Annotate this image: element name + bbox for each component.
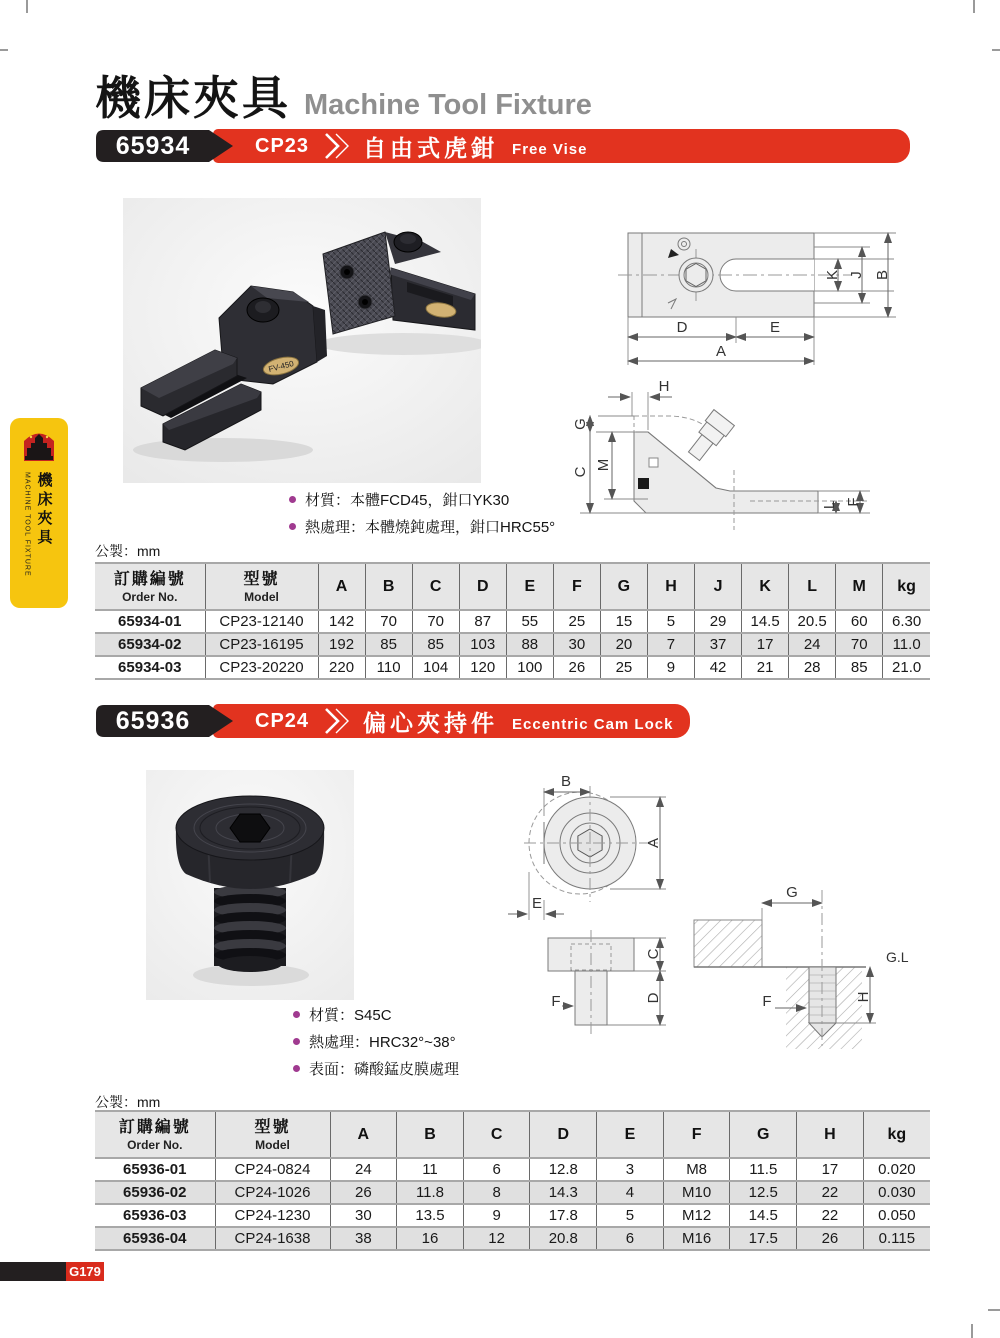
dim-value-cell: 8: [463, 1181, 530, 1204]
dim-value-cell: 16: [397, 1227, 464, 1250]
dim-value-cell: 25: [553, 610, 600, 633]
bullet-icon: [293, 1065, 300, 1072]
crop-mark: [992, 49, 1000, 51]
crop-mark: [971, 1324, 973, 1338]
dim-value-cell: 28: [789, 656, 836, 679]
dim-header: kg: [883, 563, 930, 610]
note-line: [289, 513, 555, 540]
dim-value-cell: 13.5: [397, 1204, 464, 1227]
page-title-en: Machine Tool Fixture: [304, 89, 592, 121]
dim-value-cell: M12: [663, 1204, 730, 1227]
order-no-header-en: Order No.: [122, 589, 178, 604]
dim-value-cell: 38: [330, 1227, 397, 1250]
dim-value-cell: 25: [600, 656, 647, 679]
dim-header: A: [318, 563, 365, 610]
dim-value-cell: 0.050: [863, 1204, 930, 1227]
dim-header: M: [836, 563, 883, 610]
dim-value-cell: 14.5: [742, 610, 789, 633]
note-line: [293, 1028, 459, 1055]
dim-header: C: [412, 563, 459, 610]
order-code: 65934: [115, 132, 191, 160]
table-row: [95, 610, 930, 633]
dim-value-cell: 87: [459, 610, 506, 633]
dim-value-cell: 17: [797, 1158, 864, 1181]
dim-label: A: [715, 343, 727, 360]
dim-label: C: [645, 948, 662, 960]
dim-value-cell: 20: [600, 633, 647, 656]
dim-label: B: [560, 773, 572, 790]
cam-top-front-view-drawing: [498, 750, 703, 1055]
dim-header: A: [330, 1111, 397, 1158]
section-banner-65936: [95, 704, 690, 738]
dim-header: kg: [863, 1111, 930, 1158]
chapter-side-tab: [10, 418, 68, 608]
dim-header: L: [789, 563, 836, 610]
page-title-zh: 機床夾具: [95, 72, 291, 124]
dim-value-cell: 100: [506, 656, 553, 679]
spec-table-65934: [95, 562, 930, 680]
dim-value-cell: 12.5: [730, 1181, 797, 1204]
dim-value-cell: 220: [318, 656, 365, 679]
dim-header: B: [397, 1111, 464, 1158]
dim-header: F: [663, 1111, 730, 1158]
section-title-en: Free Vise: [512, 141, 588, 158]
dim-value-cell: 15: [600, 610, 647, 633]
bullet-icon: [289, 523, 296, 530]
note-line: [289, 486, 555, 513]
model-cell: CP24-1026: [215, 1181, 330, 1204]
vise-photo: [123, 198, 481, 483]
section-title-zh: 自由式虎鉗: [363, 134, 499, 161]
order-no-cell: 65934-03: [118, 659, 182, 676]
dim-label: F: [845, 497, 862, 507]
dim-label: F: [551, 993, 561, 1010]
bullet-icon: [293, 1038, 300, 1045]
dim-value-cell: 29: [695, 610, 742, 633]
model-header-en: Model: [255, 1137, 290, 1152]
dim-value-cell: 120: [459, 656, 506, 679]
unit-label: 公製：mm: [95, 543, 161, 559]
dim-value-cell: 11.8: [397, 1181, 464, 1204]
dim-value-cell: 55: [506, 610, 553, 633]
dim-header: G: [730, 1111, 797, 1158]
model-header: [205, 563, 318, 610]
order-no-header: [95, 563, 205, 610]
dim-value-cell: 42: [695, 656, 742, 679]
dim-value-cell: 5: [597, 1204, 664, 1227]
dim-value-cell: 17: [742, 633, 789, 656]
page-title: [95, 62, 592, 128]
dim-label: J: [848, 271, 865, 279]
dim-label: A: [645, 837, 662, 849]
dim-value-cell: 12: [463, 1227, 530, 1250]
unit-label: 公製：mm: [95, 1094, 161, 1110]
note-line: [293, 1001, 459, 1028]
table-row: [95, 1227, 930, 1250]
dim-header: F: [553, 563, 600, 610]
table-row: [95, 1204, 930, 1227]
dim-value-cell: 30: [553, 633, 600, 656]
dim-value-cell: 20.5: [789, 610, 836, 633]
dim-value-cell: 110: [365, 656, 412, 679]
note-text: 材質：S45C: [309, 1007, 392, 1024]
table-row: [95, 656, 930, 679]
table-header-row: [95, 563, 930, 610]
dim-label: K: [824, 269, 841, 281]
dim-value-cell: 85: [365, 633, 412, 656]
dim-value-cell: 0.115: [863, 1227, 930, 1250]
model-header-zh: 型號: [243, 570, 280, 588]
dim-value-cell: 24: [330, 1158, 397, 1181]
chapter-tab-icon: [19, 425, 59, 467]
table-header-row: [95, 1111, 930, 1158]
dim-value-cell: 6.30: [883, 610, 930, 633]
dim-value-cell: 4: [597, 1181, 664, 1204]
dim-label: G: [572, 418, 589, 430]
dim-value-cell: 60: [836, 610, 883, 633]
model-cell: CP24-0824: [215, 1158, 330, 1181]
dim-value-cell: 6: [597, 1227, 664, 1250]
page-number-badge: G179: [66, 1262, 104, 1281]
dim-header: E: [597, 1111, 664, 1158]
dim-value-cell: 5: [647, 610, 694, 633]
order-no-cell: 65934-01: [118, 613, 182, 630]
side-tab-label-en: MACHINE TOOL FIXTURE: [23, 472, 31, 577]
dim-header: H: [797, 1111, 864, 1158]
note-text: 熱處理：HRC32°~38°: [309, 1034, 456, 1051]
chevron-divider-icon: [323, 706, 349, 736]
model-cell: CP23-12140: [205, 610, 318, 633]
dim-label: D: [676, 319, 688, 336]
dim-label: E: [769, 319, 781, 336]
dim-label: F: [762, 993, 772, 1010]
dim-value-cell: 70: [412, 610, 459, 633]
series-code: CP23: [255, 134, 310, 157]
dim-label: L: [821, 500, 838, 510]
crop-mark: [988, 1309, 1000, 1311]
table-row: [95, 1158, 930, 1181]
model-cell: CP24-1230: [215, 1204, 330, 1227]
dim-value-cell: 9: [647, 656, 694, 679]
chevron-divider-icon: [323, 131, 349, 161]
dim-value-cell: 37: [695, 633, 742, 656]
dim-value-cell: 142: [318, 610, 365, 633]
dim-label: C: [572, 466, 589, 478]
dim-value-cell: 14.5: [730, 1204, 797, 1227]
crop-mark: [973, 0, 975, 13]
dim-value-cell: 17.8: [530, 1204, 597, 1227]
svg-text:FV-450: FV-450: [267, 358, 295, 374]
dim-value-cell: 24: [789, 633, 836, 656]
dim-label: M: [595, 458, 612, 472]
section-title-zh: 偏心夾持件: [363, 709, 499, 736]
material-notes: [293, 1001, 459, 1082]
dim-value-cell: 7: [647, 633, 694, 656]
crop-mark: [0, 49, 8, 51]
note-text: 熱處理：本體燒鈍處理，鉗口HRC55°: [305, 519, 556, 536]
dim-value-cell: 22: [797, 1181, 864, 1204]
dim-value-cell: 70: [836, 633, 883, 656]
note-text: 材質：本體FCD45，鉗口YK30: [305, 492, 510, 509]
section-banner-65934: [95, 129, 910, 163]
dim-value-cell: 21: [742, 656, 789, 679]
order-no-cell: 65936-04: [123, 1230, 187, 1247]
dim-header: B: [365, 563, 412, 610]
note-text: 表面：磷酸錳皮膜處理: [309, 1061, 460, 1078]
series-code: CP24: [255, 709, 310, 732]
dim-header: H: [647, 563, 694, 610]
model-cell: CP23-20220: [205, 656, 318, 679]
dim-value-cell: 88: [506, 633, 553, 656]
material-notes: [289, 486, 555, 540]
dim-value-cell: 20.8: [530, 1227, 597, 1250]
model-header-en: Model: [244, 589, 279, 604]
cam-installation-drawing: [680, 870, 930, 1068]
dim-value-cell: 9: [463, 1204, 530, 1227]
dim-value-cell: 85: [412, 633, 459, 656]
dim-value-cell: M16: [663, 1227, 730, 1250]
dim-label: D: [645, 992, 662, 1004]
dim-value-cell: 11.0: [883, 633, 930, 656]
dim-value-cell: 85: [836, 656, 883, 679]
bullet-icon: [293, 1011, 300, 1018]
dim-header: J: [695, 563, 742, 610]
order-no-cell: 65936-03: [123, 1207, 187, 1224]
crop-mark: [26, 0, 28, 13]
dim-header: G: [600, 563, 647, 610]
dim-value-cell: 103: [459, 633, 506, 656]
page-badge-bar: [0, 1262, 66, 1281]
dim-value-cell: 30: [330, 1204, 397, 1227]
dim-value-cell: 3: [597, 1158, 664, 1181]
dim-label: H: [855, 991, 872, 1003]
dim-value-cell: 17.5: [730, 1227, 797, 1250]
order-no-header-zh: 訂購編號: [113, 570, 186, 588]
dim-value-cell: 70: [365, 610, 412, 633]
model-header-zh: 型號: [254, 1118, 291, 1136]
spec-table-65936: [95, 1110, 930, 1251]
dim-label: B: [874, 269, 891, 281]
dim-value-cell: 26: [330, 1181, 397, 1204]
dim-value-cell: 26: [553, 656, 600, 679]
dim-header: C: [463, 1111, 530, 1158]
order-no-cell: 65934-02: [118, 636, 182, 653]
dim-value-cell: 14.3: [530, 1181, 597, 1204]
cam-lock-photo: [146, 770, 354, 1000]
dim-value-cell: 0.030: [863, 1181, 930, 1204]
dim-value-cell: 104: [412, 656, 459, 679]
ground-line-label: G.L: [886, 949, 909, 965]
dim-value-cell: M8: [663, 1158, 730, 1181]
dim-header: D: [530, 1111, 597, 1158]
dim-label: H: [658, 378, 670, 395]
section-title-en: Eccentric Cam Lock: [512, 716, 674, 733]
dim-value-cell: M10: [663, 1181, 730, 1204]
dim-header: D: [459, 563, 506, 610]
order-no-header-zh: 訂購編號: [118, 1118, 191, 1136]
vise-top-view-drawing: [598, 203, 926, 381]
model-cell: CP24-1638: [215, 1227, 330, 1250]
order-no-header-en: Order No.: [127, 1137, 183, 1152]
dim-label: G: [786, 884, 798, 901]
dim-value-cell: 22: [797, 1204, 864, 1227]
order-no-cell: 65936-02: [123, 1184, 187, 1201]
dim-value-cell: 11.5: [730, 1158, 797, 1181]
dim-value-cell: 12.8: [530, 1158, 597, 1181]
bullet-icon: [289, 496, 296, 503]
order-code: 65936: [115, 707, 191, 735]
order-no-cell: 65936-01: [123, 1161, 187, 1178]
table-row: [95, 633, 930, 656]
dim-header: K: [742, 563, 789, 610]
dim-value-cell: 0.020: [863, 1158, 930, 1181]
dim-value-cell: 21.0: [883, 656, 930, 679]
vise-side-view-drawing: [550, 372, 882, 547]
dim-value-cell: 192: [318, 633, 365, 656]
order-no-header: [95, 1111, 215, 1158]
note-line: [293, 1055, 459, 1082]
table-row: [95, 1181, 930, 1204]
dim-header: E: [506, 563, 553, 610]
dim-value-cell: 6: [463, 1158, 530, 1181]
side-tab-label-zh: 機床夾具: [35, 472, 53, 548]
dim-value-cell: 11: [397, 1158, 464, 1181]
dim-label: E: [531, 895, 543, 912]
model-cell: CP23-16195: [205, 633, 318, 656]
model-header: [215, 1111, 330, 1158]
dim-value-cell: 26: [797, 1227, 864, 1250]
